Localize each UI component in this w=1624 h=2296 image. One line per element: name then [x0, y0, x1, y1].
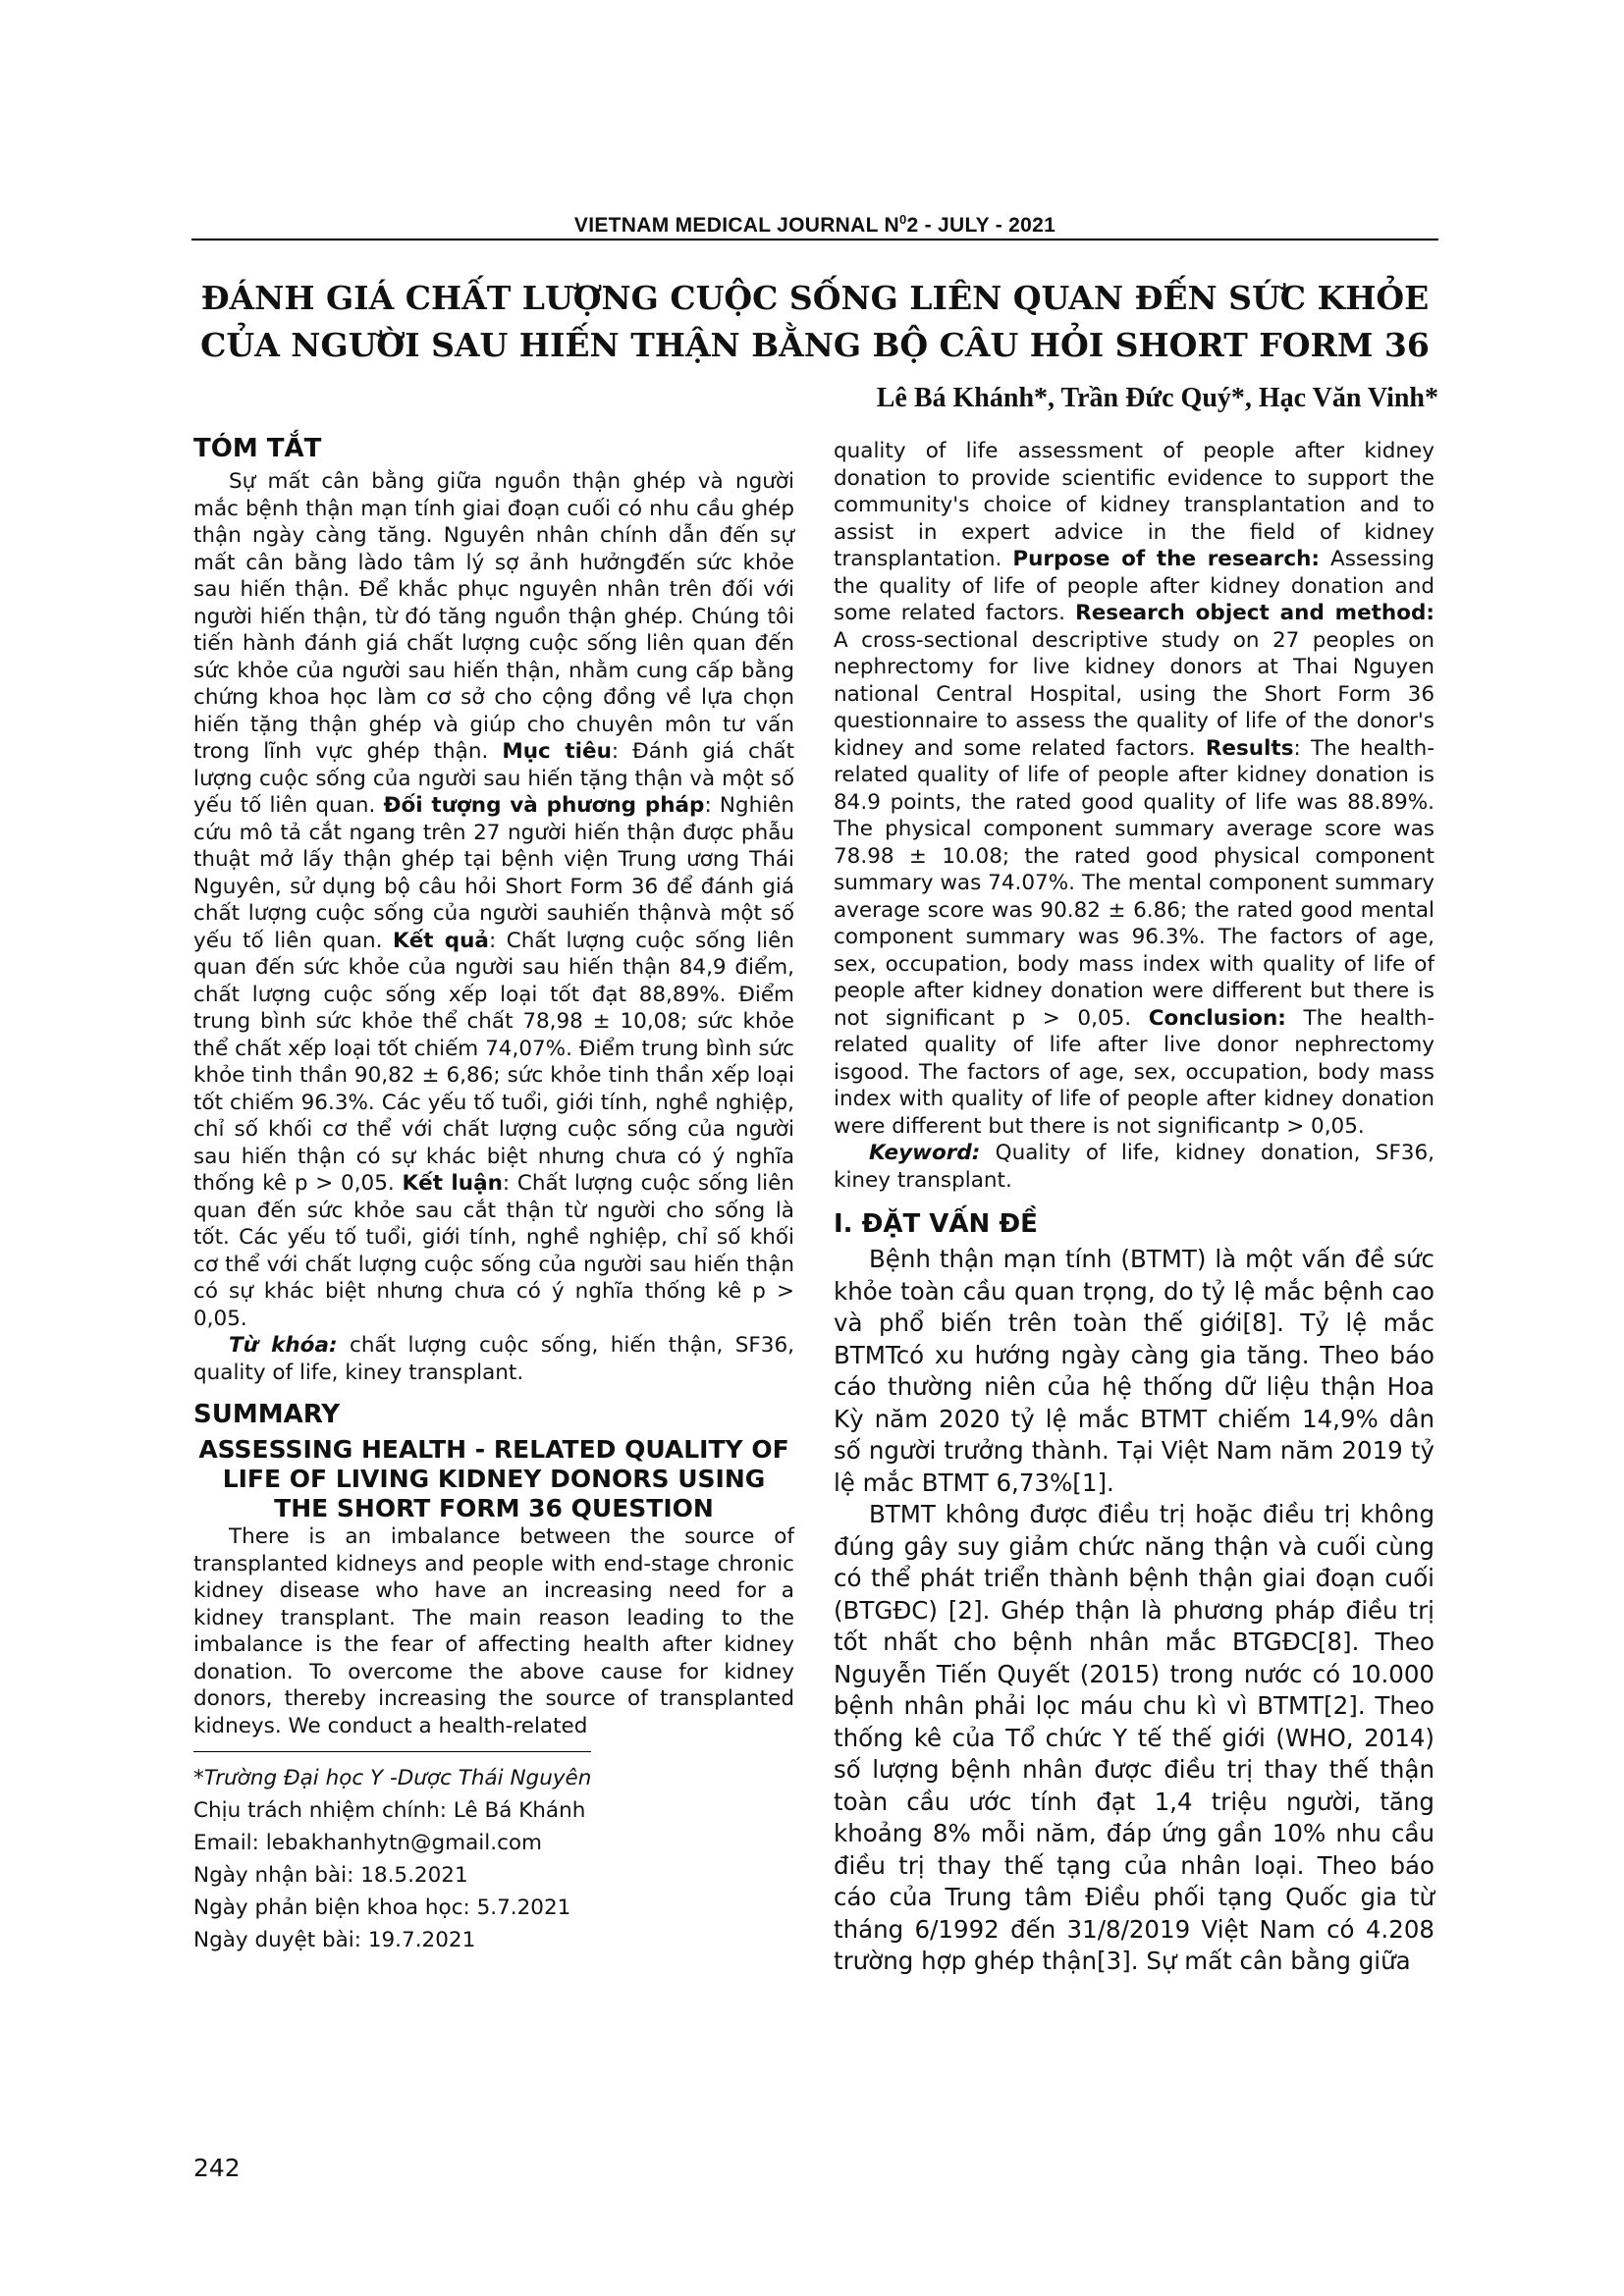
footnote-accepted: Ngày duyệt bài: 19.7.2021: [193, 1928, 476, 1952]
title-line-2: CỦA NGƯỜI SAU HIẾN THẬN BẰNG BỘ CÂU HỎI SHORT FORM 36: [200, 326, 1430, 364]
header-rule: [191, 239, 1438, 240]
results-label: Kết quả: [393, 928, 489, 953]
conclusion-en-label: Conclusion:: [1148, 1005, 1286, 1031]
footnote-rule: [193, 1751, 591, 1752]
keywords-vi-label: Từ khóa:: [229, 1333, 338, 1358]
method-label: Research object and method:: [1075, 601, 1435, 625]
keywords-vi: [193, 1332, 794, 1386]
objective-label: Mục tiêu: [502, 739, 612, 764]
title-line-1: ĐÁNH GIÁ CHẤT LƯỢNG CUỘC SỐNG LIÊN QUAN ĐẾN SỨC KHỎE: [200, 279, 1430, 317]
method-text: A cross-sectional descriptive study on 27 peoples on nephrectomy for live kidney donors at Thai Nguyen national Central Hospital, using the Short Form 36 questionnaire to assess the quality of life of the donor's kidney and some related factors.: [834, 627, 1435, 761]
results-en-label: Results: [1205, 735, 1294, 761]
running-head: [191, 212, 1438, 238]
right-column: [834, 438, 1435, 1978]
article-title: [191, 275, 1438, 369]
footnote: [193, 1762, 794, 1956]
summary-heading: SUMMARY: [193, 1400, 341, 1429]
running-head-superscript: 0: [898, 212, 907, 227]
results-text: : Chất lượng cuộc sống liên quan đến sức khỏe của người sau hiến thận 84,9 điểm, chất lượng cuộc sống xếp loại tốt đạt 88,89%. Điểm trung bình sức khỏe thể chất 78,98 ± 10,08; sức khỏe thể chất xếp loại tốt chiếm 74,07%. Điểm trung bình sức khỏe tinh thần 90,82 ± 6,86; sức khỏe tinh thần xếp loại tốt chiếm 96.3%. Các yếu tố tuổi, giới tính, nghề nghiệp, chỉ số khối cơ thể với chất lượng cuộc sống của người sau hiến thận có sự khác biệt nhưng chưa có ý nghĩa thống kê p > 0,05.: [193, 928, 794, 1196]
purpose-text: Assessing the quality of life of people after kidney donation and some related factors.: [834, 547, 1435, 625]
conclusion-text: : Chất lượng cuộc sống liên quan đến sức khỏe sau cắt thận từ người cho sống là tốt. Các yếu tố tuổi, giới tính, nghề nghiệp, chỉ số khối cơ thể với chất lượng cuộc sống của người sau hiến thận có sự khác biệt nhưng chưa có ý nghĩa thống kê p > 0,05.: [193, 1171, 794, 1331]
footnote-affiliation: *Trường Đại học Y -Dược Thái Nguyên: [193, 1766, 592, 1790]
section-1-heading: I. ĐẶT VẤN ĐỀ: [834, 1209, 1038, 1239]
keywords-en: [834, 1140, 1435, 1194]
conclusion-en-text: The health-related quality of life after live donor nephrectomy isgood. The factors of age, sex, occupation, body mass index with quality of life of people after kidney donation were different but there is not significantp > 0,05.: [834, 1005, 1435, 1139]
section-1-paragraph-2: BTMT không được điều trị hoặc điều trị không đúng gây suy giảm chức năng thận và cuối cùng có thể phát triển thành bệnh thận giai đoạn cuối (BTGĐC) [2]. Ghép thận là phương pháp điều trị tốt nhất cho bệnh nhân mắc BTGĐC[8]. Theo Nguyễn Tiến Quyết (2015) trong nước có 10.000 bệnh nhân phải lọc máu chu kì vì BTMT[2]. Theo thống kê của Tổ chức Y tế thế giới (WHO, 2014) số lượng bệnh nhân được điều trị thay thế thận toàn cầu ước tính đạt 1,4 triệu người, tăng khoảng 8% mỗi năm, đáp ứng gần 10% nhu cầu điều trị thay thế tạng của nhân loại. Theo báo cáo của Trung tâm Điều phối tạng Quốc gia từ tháng 6/1992 đến 31/8/2019 Việt Nam có 4.208 trường hợp ghép thận[3]. Sự mất cân bằng giữa: [834, 1500, 1435, 1975]
running-head-pre: VIETNAM MEDICAL JOURNAL N: [573, 214, 899, 237]
methods-label: Đối tượng và phương pháp: [383, 793, 705, 818]
keywords-en-label: Keyword:: [869, 1141, 981, 1165]
summary-text-left: There is an imbalance between the source of transplanted kidneys and people with end-stage chronic kidney disease who have an increasing need for a kidney transplant. The main reason leading to the imbalance is the fear of affecting health after kidney donation. To overcome the above cause for kidney donors, thereby increasing the source of transplanted kidneys. We conduct a health-related: [193, 1524, 794, 1738]
summary-title: ASSESSING HEALTH - RELATED QUALITY OF LIFE OF LIVING KIDNEY DONORS USING THE SHORT FORM 36 QUESTION: [198, 1435, 789, 1522]
footnote-email: Email: lebakhanhytn@gmail.com: [193, 1831, 543, 1855]
conclusion-label: Kết luận: [402, 1171, 503, 1196]
abstract-vi-intro: Sự mất cân bằng giữa nguồn thận ghép và người mắc bệnh thận mạn tính giai đoạn cuối có nhu cầu ghép thận ngày càng tăng. Nguyên nhân chính dẫn đến sự mất cân bằng làdo tâm lý sợ ảnh hưởngđến sức khỏe sau hiến thận. Để khắc phục nguyên nhân trên đối với người hiến thận, từ đó tăng nguồn thận ghép. Chúng tôi tiến hành đánh giá chất lượng cuộc sống liên quan đến sức khỏe của người sau hiến thận, nhằm cung cấp bằng chứng khoa học làm cơ sở cho cộng đồng về lựa chọn hiến tặng thận ghép và giúp cho chuyên môn tư vấn trong lĩnh vực ghép thận.: [193, 469, 794, 764]
footnote-reviewed: Ngày phản biện khoa học: 5.7.2021: [193, 1896, 571, 1920]
purpose-label: Purpose of the research:: [1012, 547, 1321, 571]
summary-continued: quality of life assessment of people after kidney donation to provide scientific evidence to support the community's choice of kidney transplantation and to assist in expert advice in the field of kidney transplantation.: [834, 439, 1435, 571]
abstract-vi-text: [193, 468, 794, 1332]
methods-text: : Nghiên cứu mô tả cắt ngang trên 27 người hiến thận được phẫu thuật mở lấy thận ghép tại bệnh viện Trung ương Thái Nguyên, sử dụng bộ câu hỏi Short Form 36 để đánh giá chất lượng cuộc sống của người sauhiến thậnvà một số yếu tố liên quan.: [193, 793, 795, 953]
keywords-en-text: Quality of life, kidney donation, SF36, kiney transplant.: [834, 1141, 1435, 1193]
abstract-vi-heading: TÓM TẮT: [193, 434, 322, 463]
left-column: [193, 430, 794, 1956]
summary-text-right: [834, 438, 1435, 1140]
page-number: 242: [193, 2154, 241, 2182]
section-1-paragraph-1: Bệnh thận mạn tính (BTMT) là một vấn đề sức khỏe toàn cầu quan trọng, do tỷ lệ mắc bệnh cao và phổ biến trên toàn thế giới[8]. Tỷ lệ mắc BTMTcó xu hướng ngày càng gia tăng. Theo báo cáo thường niên của hệ thống dữ liệu thận Hoa Kỳ năm 2020 tỷ lệ mắc BTMT chiếm 14,9% dân số người trưởng thành. Tại Việt Nam năm 2019 tỷ lệ mắc BTMT 6,73%[1].: [834, 1245, 1435, 1497]
footnote-responsible: Chịu trách nhiệm chính: Lê Bá Khánh: [193, 1798, 586, 1823]
running-head-post: 2 - JULY - 2021: [906, 214, 1056, 237]
objective-text: : Đánh giá chất lượng cuộc sống của người sau hiến tặng thận và một số yếu tố liên quan.: [193, 739, 795, 818]
author-list: Lê Bá Khánh*, Trần Đức Quý*, Hạc Văn Vinh*: [876, 383, 1438, 413]
keywords-vi-text: chất lượng cuộc sống, hiến thận, SF36, quality of life, kiney transplant.: [193, 1333, 794, 1385]
footnote-received: Ngày nhận bài: 18.5.2021: [193, 1863, 468, 1888]
results-en-text: : The health-related quality of life of people after kidney donation is 84.9 points, the rated good quality of life was 88.89%. The physical component summary average score was 78.98 ± 10.08; the rated good physical component summary was 74.07%. The mental component summary average score was 90.82 ± 6.86; the rated good mental component summary was 96.3%. The factors of age, sex, occupation, body mass index with quality of life of people after kidney donation were different but there is not significant p > 0,05.: [834, 735, 1435, 1031]
